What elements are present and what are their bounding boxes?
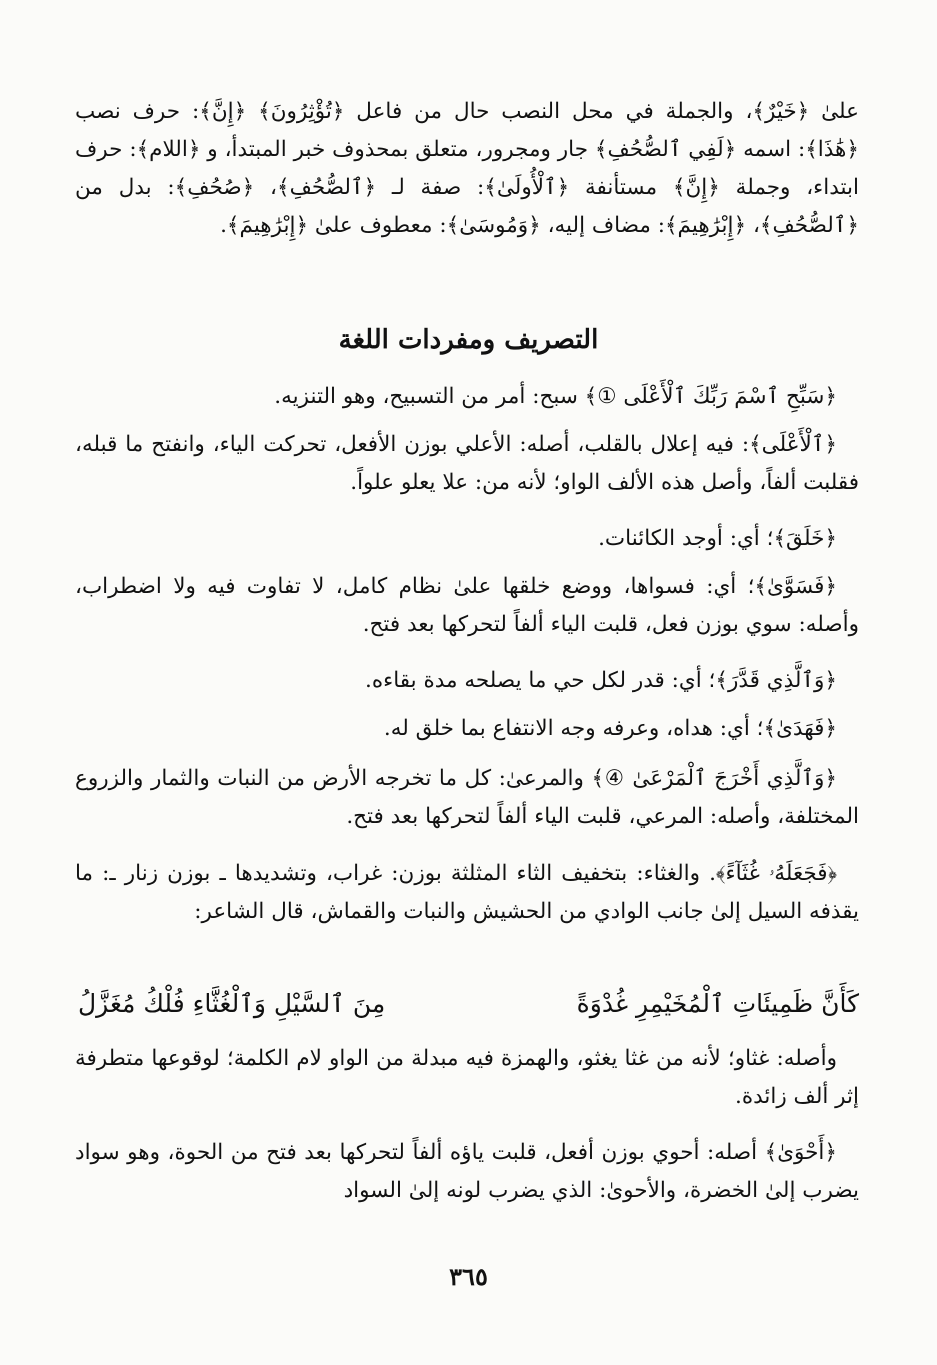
paragraph-alala: ﴿ٱلْأَعْلَى﴾: فيه إعلال بالقلب، أصله: الأعلي بوزن الأفعل، تحركت الياء، وانفتح ما قبله، فقلبت ألفاً، وأصل هذه الألف الواو؛ لأنه من: علا يعلو علواً. [75,432,859,495]
paragraph-sabbih: ﴿سَبِّحِ ٱسْمَ رَبِّكَ ٱلْأَعْلَى ①﴾ سبح: أمر من التسبيح، وهو التنزيه. [274,384,837,409]
page-number: ٣٦٥ [449,1262,488,1291]
paragraph-ghuthaa: ﴿فَجَعَلَهُۥ غُثَآءً﴾. والغثاء: بتخفيف الثاء المثلثة بوزن: غراب، وتشديدها ـ بوزن زنار ـ: ما يقذفه السيل إلىٰ جانب الوادي من الحشيش والنبات والقماش، قال الشاعر: [75,861,859,924]
paragraph-irab-continuation: علىٰ ﴿خَيْرٌ﴾، والجملة في محل النصب حال من فاعل ﴿تُؤْثِرُونَ﴾ ﴿إِنَّ﴾: حرف نصب ﴿هَٰذَا﴾: اسمه ﴿لَفِي ٱلصُّحُفِ﴾ جار ومجرور، متعلق بمحذوف خبر المبتدأ، و ﴿اللام﴾: حرف ابتداء، وجملة ﴿إِنَّ﴾ مستأنفة ﴿ٱلْأُولَىٰ﴾: صفة لـ ﴿ٱلصُّحُفِ﴾، ﴿صُحُفِ﴾: بدل من ﴿ٱلصُّحُفِ﴾، ﴿إِبْرَٰهِيمَ﴾: مضاف إليه، ﴿وَمُوسَىٰ﴾: معطوف علىٰ ﴿إِبْرَٰهِيمَ﴾. [75,99,859,238]
paragraph-khalaq: ﴿خَلَقَ﴾؛ أي: أوجد الكائنات. [598,526,837,551]
paragraph-fahada: ﴿فَهَدَىٰ﴾؛ أي: هداه، وعرفه وجه الانتفاع بما خلق له. [383,716,837,741]
paragraph-ahwa: ﴿أَحْوَىٰ﴾ أصله: أحوي بوزن أفعل، قلبت ياؤه ألفاً لتحركها بعد فتح من الحوة، وهو سواد يضرب إلىٰ الخضرة، والأحوىٰ: الذي يضرب لونه إلىٰ السواد [75,1140,859,1203]
paragraph-marra: ﴿وَٱلَّذِي أَخْرَجَ ٱلْمَرْعَىٰ ④﴾ والمرعىٰ: كل ما تخرجه الأرض من النبات والثمار والزروع المختلفة، وأصله: المرعي، قلبت الياء ألفاً لتحركها بعد فتح. [75,766,859,829]
paragraph-asluhu: وأصله: غثاو؛ لأنه من غثا يغثو، والهمزة فيه مبدلة من الواو لام الكلمة؛ لوقوعها متطرفة إثر ألف زائدة. [75,1046,859,1109]
paragraph-qaddar: ﴿وَٱلَّذِي قَدَّرَ﴾؛ أي: قدر لكل حي ما يصلحه مدة بقاءه. [365,668,837,693]
poem-hemistich-right: كَأَنَّ ظَمِيئَاتِ ٱلْمُخَيْمِرِ غُدْوَةً [576,988,859,1018]
paragraph-fasawwa: ﴿فَسَوَّىٰ﴾؛ أي: فسواها، ووضع خلقها علىٰ نظام كامل، لا تفاوت فيه ولا اضطراب، وأصله: سوي بوزن فعل، قلبت الياء ألفاً لتحركها بعد فتح. [75,574,859,637]
section-heading: التصريف ومفردات اللغة [338,325,599,355]
poetry-verse [78,980,859,1026]
poem-hemistich-left: مِنَ ٱلسَّيْلِ وَٱلْغُثَّاءِ فُلْكُ مُغَزَّلُ [78,988,386,1018]
